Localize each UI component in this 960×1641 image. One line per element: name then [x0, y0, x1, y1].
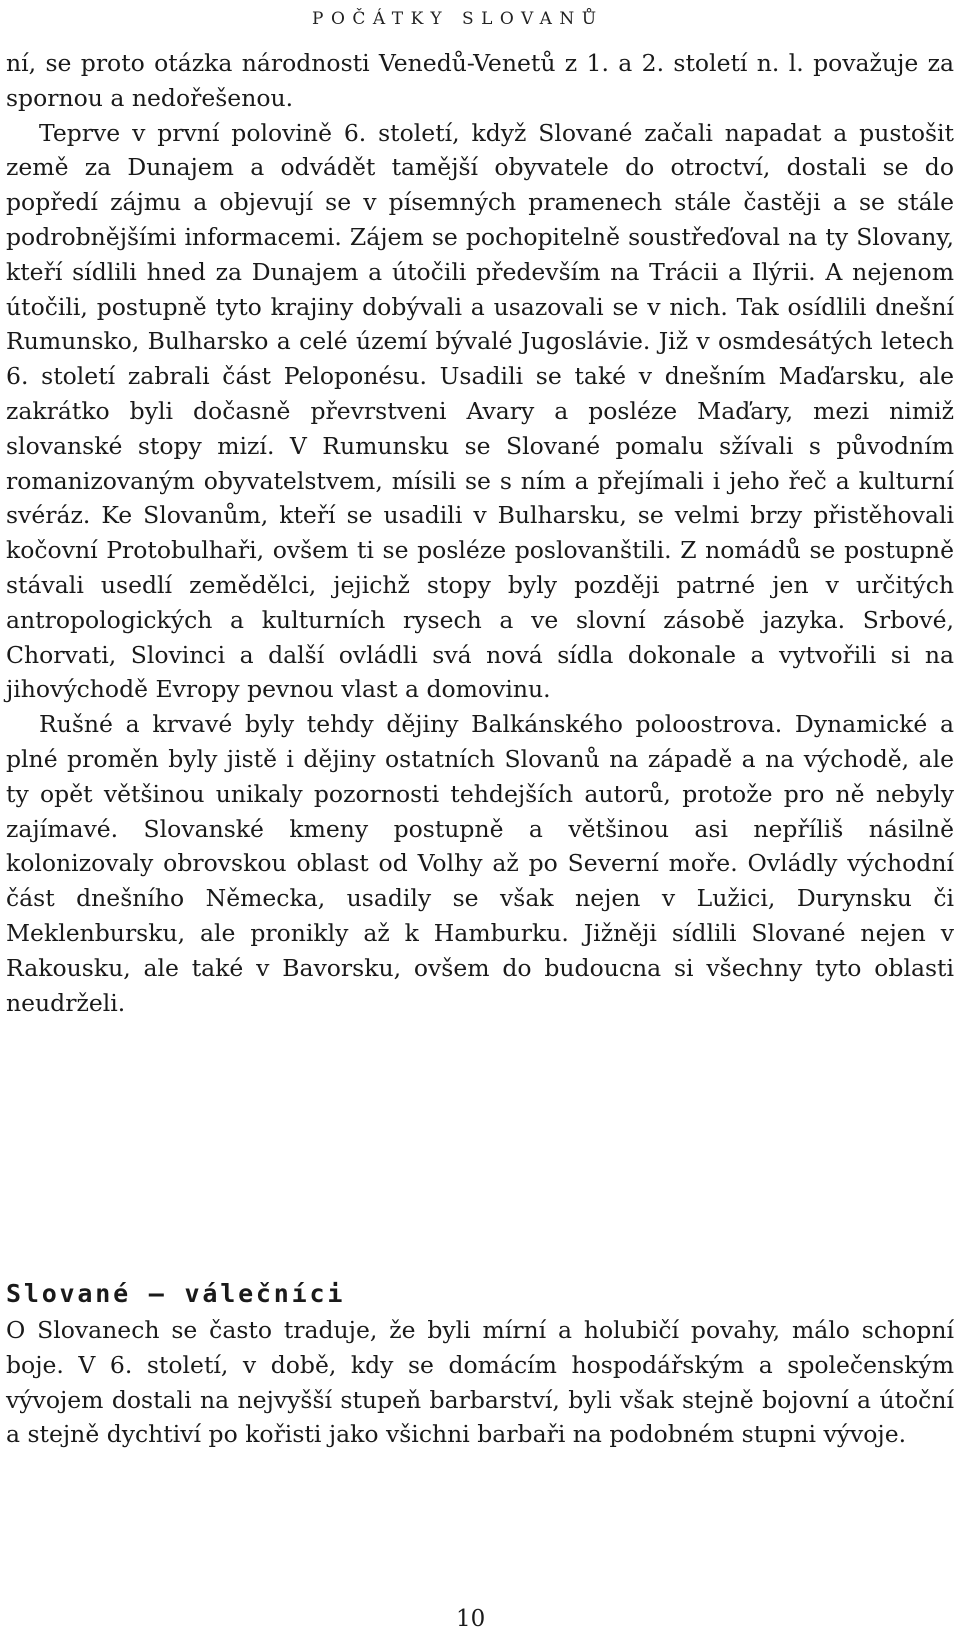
paragraph-continuation: ní, se proto otázka národnosti Venedů-Venetů z 1. a 2. století n. l. považuje za spornou a nedořešenou.: [6, 49, 954, 112]
running-head: POČÁTKY SLOVANŮ: [312, 9, 604, 29]
page-number: 10: [456, 1606, 486, 1632]
main-text: [6, 46, 954, 1020]
paragraph: Rušné a krvavé byly tehdy dějiny Balkánského poloostrova. Dynamické a plné proměn byly jistě i dějiny ostatních Slovanů na západě a na východě, ale ty opět většinou unikaly pozornosti tehdejších autorů, protože pro ně nebyly zajímavé. Slovanské kmeny postupně a většinou asi nepříliš násilně kolonizovaly obrovskou oblast od Volhy až po Severní moře. Ovládly východní část dnešního Německa, usadily se však nejen v Lužici, Durynsku či Meklenbursku, ale pronikly až k Hamburku. Jižněji sídlili Slované nejen v Rakousku, ale také v Bavorsku, ovšem do budoucna si všechny tyto oblasti neudrželi.: [6, 710, 954, 1017]
section-text: [6, 1313, 954, 1452]
section-heading: Slované – válečníci: [6, 1279, 346, 1308]
paragraph: Teprve v první polovině 6. století, když Slované začali napadat a pustošit země za Dunajem a odvádět tamější obyvatele do otroctví, dostali se do popředí zájmu a objevují se v písemných pramenech stále častěji a se stále podrobnějšími informacemi. Zájem se pochopitelně soustřeďoval na ty Slovany, kteří sídlili hned za Dunajem a útočili především na Trácii a Ilýrii. A nejenom útočili, postupně tyto krajiny dobývali a usazovali se v nich. Tak osídlili dnešní Rumunsko, Bulharsko a celé území bývalé Jugoslávie. Již v osmdesátých letech 6. století zabrali část Peloponésu. Usadili se také v dnešním Maďarsku, ale zakrátko byli dočasně převrstveni Avary a posléze Maďary, mezi nimiž slovanské stopy mizí. V Rumunsku se Slované pomalu sžívali s původním romanizovaným obyvatelstvem, mísili se s ním a přejímali i jeho řeč a kulturní svéráz. Ke Slovanům, kteří se usadili v Bulharsku, se velmi brzy přistěhovali kočovní Protobulhaři, ovšem ti se posléze poslovanštili. Z nomádů se postupně stávali usedlí zemědělci, jejichž stopy byly později patrné jen v určitých antropologických a kulturních rysech a ve slovní zásobě jazyka. Srbové, Chorvati, Slovinci a další ovládli svá nová sídla dokonale a vytvořili si na jihovýchodě Evropy pevnou vlast a domovinu.: [6, 118, 954, 704]
book-page: [6, 0, 954, 1641]
section-paragraph: O Slovanech se často traduje, že byli mírní a holubičí povahy, málo schopní boje. V 6. století, v době, kdy se domácím hospodářským a společenským vývojem dostali na nejvyšší stupeň barbarství, byli však stejně bojovní a útoční a stejně dychtiví po kořisti jako všichni barbaři na podobném stupni vývoje.: [6, 1316, 954, 1449]
